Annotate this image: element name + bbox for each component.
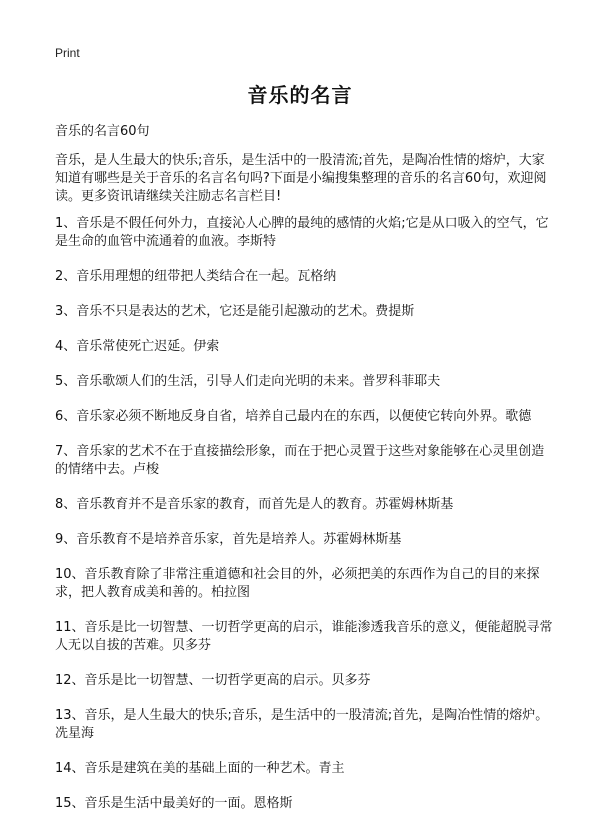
quote-item: 8、音乐教育并不是音乐家的教育，而首先是人的教育。苏霍姆林斯基 (55, 497, 454, 512)
quote-item: 5、音乐歌颂人们的生活，引导人们走向光明的未来。普罗科菲耶夫 (55, 374, 441, 389)
quote-item: 2、音乐用理想的纽带把人类结合在一起。瓦格纳 (55, 269, 337, 284)
quote-item: 13、音乐，是人生最大的快乐;音乐，是生活中的一股清流;首先，是陶冶性情的熔炉。冼星海 (55, 708, 549, 741)
intro-paragraph: 音乐，是人生最大的快乐;音乐，是生活中的一股清流;首先，是陶冶性情的熔炉，大家知道有哪些是关于音乐的名言名句吗?下面是小编搜集整理的音乐的名言60句，欢迎阅读。更多资讯请继续关注励志名言栏目! (55, 153, 547, 204)
quote-item: 11、音乐是比一切智慧、一切哲学更高的启示，谁能渗透我音乐的意义，便能超脱寻常人无以自拔的苦难。贝多芬 (55, 620, 553, 653)
quote-item: 7、音乐家的艺术不在于直接描绘形象，而在于把心灵置于这些对象能够在心灵里创造的情绪中去。卢梭 (55, 444, 545, 477)
quote-item: 15、音乐是生活中最美好的一面。恩格斯 (55, 796, 293, 811)
quote-item: 12、音乐是比一切智慧、一切哲学更高的启示。贝多芬 (55, 673, 371, 688)
quote-item: 4、音乐常使死亡迟延。伊索 (55, 339, 220, 354)
quote-item: 10、音乐教育除了非常注重道德和社会目的外，必须把美的东西作为自己的目的来探求，把人教育成美和善的。柏拉图 (55, 567, 540, 600)
quote-item: 9、音乐教育不是培养音乐家，首先是培养人。苏霍姆林斯基 (55, 532, 402, 547)
page-title: 音乐的名言 (247, 83, 353, 107)
quote-item: 1、音乐是不假任何外力，直接沁人心脾的最纯的感情的火焰;它是从口吸入的空气，它是生命的血管中流通着的血液。李斯特 (55, 216, 549, 249)
article-subtitle: 音乐的名言60句 (55, 124, 150, 139)
quote-item: 3、音乐不只是表达的艺术，它还是能引起激动的艺术。费提斯 (55, 304, 415, 319)
quote-item: 6、音乐家必须不断地反身自省，培养自己最内在的东西，以便使它转向外界。歌德 (55, 409, 532, 424)
quote-item: 14、音乐是建筑在美的基础上面的一种艺术。青主 (55, 761, 345, 776)
quote-list (55, 215, 555, 830)
print-label: Print (55, 46, 80, 60)
